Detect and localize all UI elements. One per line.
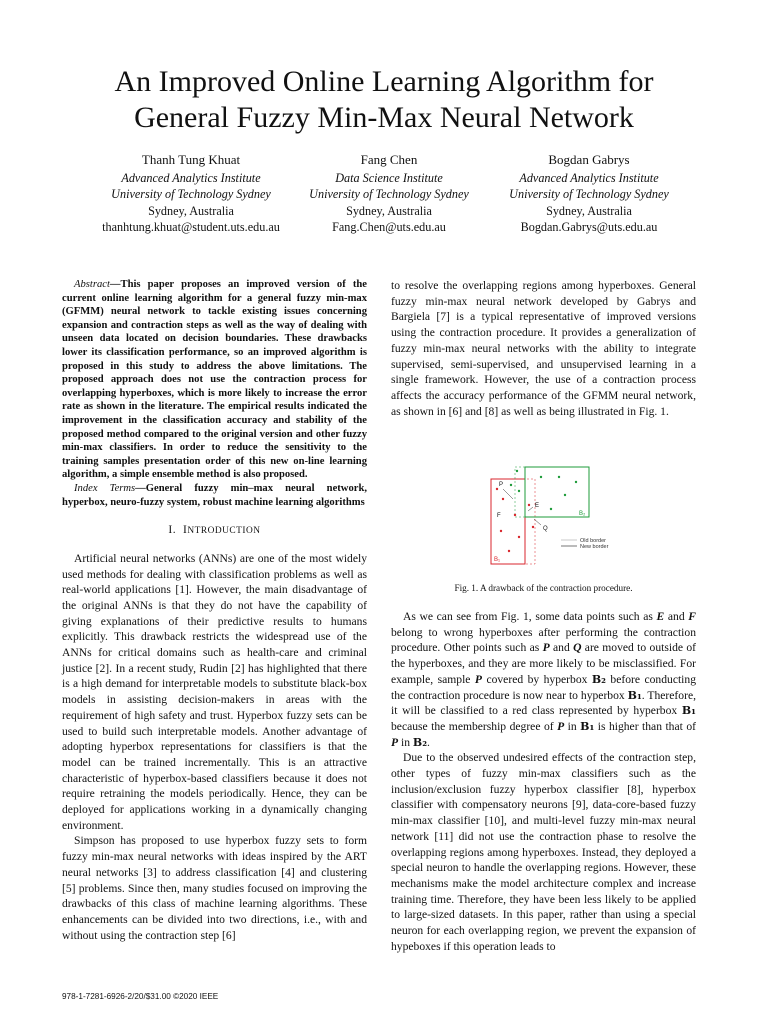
author-name: Fang Chen xyxy=(360,152,418,167)
hyperbox-b1-old xyxy=(491,479,535,564)
paragraph: Artificial neural networks (ANNs) are one of the most widely used methods for dealing with classification problems as well as real-world applications [1]. However, the main disadvantage of the original ANNs is that they do not have the capability of giving explanations of their predictive results to humans explicitly. This drawback restricts the widespread use of the ANNs for critical domains such as health-care and criminal justice [2]. In a recent study, Rudin [2] has highlighted that there is a high demand for interpretable models to substitute black-box models in assisting decision-makers in areas with the requirement of high safety and trust. Hyperbox fuzzy sets can be used to build such interpretable models. Another advantage of adopting hyperbox representations for classifiers is that the model can be trained incrementally. This is an attractive characteristic of hyperbox-based classifiers because it does not require retraining the models periodically. Hence, they can be deployed for applications working in a dynamically changing environment. xyxy=(62,551,367,832)
author-name: Bogdan Gabrys xyxy=(548,152,630,167)
section-title-rest: NTRODUCTION xyxy=(187,526,261,537)
text-run: . Therefore, it will be classified to a red class represented by hyperbox xyxy=(391,688,696,718)
data-point xyxy=(516,470,518,472)
math-p: P xyxy=(474,672,482,686)
paragraph: Due to the observed undesired effects of the contraction step, other types of fuzzy min-max classifiers such as the inclusion/exclusion fuzzy hyperbox classifier [8], hyperbox classifier with compensatory neurons [9], data-core-based fuzzy min-max classifier [10], and multi-level fuzzy min-max neural network [11] did not use the contraction phase to resolve the overlapping regions among hyperboxes. Instead, they deployed a special neuron to handle the overlapping regions. However, these mechanisms make the model architecture complex and increase training time. Therefore, they have been less likely to be applied to large-sized datasets. In this paper, rather than using a special neuron for each overlapping region, we prevent the expansion of hypeboxes if this operation leads to xyxy=(391,751,696,953)
legend-old-label: Old border xyxy=(580,538,606,545)
author-dept: Advanced Analytics Institute xyxy=(121,170,261,185)
math-p: P xyxy=(542,641,550,655)
text-run: before conducting the contraction procedure is now near to hyperbox xyxy=(391,672,696,702)
math-e: E xyxy=(656,610,665,624)
index-terms-text: —General fuzzy min–max neural network, hyperbox, neuro-fuzzy system, robust machine learning algorithms xyxy=(62,482,367,508)
legend-new-label: New border xyxy=(580,544,609,551)
math-q: Q xyxy=(573,641,582,655)
abstract-text: —This paper proposes an improved version of the current online learning algorithm for a general fuzzy min-max (GFMM) neural network to tackle existing issues concerning expansion and contraction steps as well as the way of dealing with unseen data located on decision boundaries. These drawbacks lower its classification performance, so an improved algorithm is proposed in this study to address the above limitations. The proposed approach does not use the contraction process for overlapping hyperboxes, which is more likely to increase the error rate as shown in the literature. The empirical results indicated the improvement in the classification accuracy and stability of the proposed method compared to the original version and other fuzzy min-max classifiers. In order to reduce the sensitivity to the training samples presentation order of this new on-line learning algorithm, a simple ensemble method is also proposed. xyxy=(62,279,367,481)
paragraph: to resolve the overlapping regions among hyperboxes. General fuzzy min-max neural network developed by Gabrys and Bargiela [7] is a typical representative of improved versions using the contraction procedure. It provides a generalization of fuzzy min-max neural networks with the ability to integrate supervised, semi-supervised, and unsupervised learning in a single framework. However, the use of a contraction process affects the accuracy performance of the GFMM neural network, as shown in [6] and [8] as well as being illustrated in Fig. 1. xyxy=(391,279,696,418)
text-run: and xyxy=(664,610,689,624)
figure-caption: Fig. 1. A drawback of the contraction procedure. xyxy=(454,583,633,594)
author-email[interactable]: Fang.Chen@uts.edu.au xyxy=(332,220,446,234)
title-line-1: An Improved Online Learning Algorithm for xyxy=(114,65,654,98)
paragraph xyxy=(391,609,696,750)
author-location: Sydney, Australia xyxy=(148,203,234,218)
right-column xyxy=(391,278,696,955)
author-location: Sydney, Australia xyxy=(346,203,432,218)
contraction-diagram xyxy=(391,419,696,579)
data-point xyxy=(496,488,498,490)
data-point xyxy=(518,536,520,538)
text-run: because the membership degree of xyxy=(391,719,558,733)
abstract-label: Abstract xyxy=(74,279,110,290)
paragraph: Simpson has proposed to use hyperbox fuzzy sets to form fuzzy min-max neural networks with ideas inspired by the ART neural networks [3] to address classification [4] and clustering [5] problems. Since then, many studies focused on improving the drawbacks of this class of machine learning algorithms. These enhancements can be divided into two directions, i.e., with and without using the contraction step [6] xyxy=(62,834,367,942)
data-point xyxy=(518,490,520,492)
text-run: belong to wrong hyperboxes after performing the contraction procedure. Other points such as xyxy=(391,625,696,655)
author-dept: Data Science Institute xyxy=(335,170,443,185)
data-point xyxy=(558,476,560,478)
data-point xyxy=(575,481,577,483)
author-univ: University of Technology Sydney xyxy=(309,187,469,201)
data-point xyxy=(540,476,542,478)
section-title-initial: I xyxy=(182,523,188,537)
point-label-f: F xyxy=(497,513,501,520)
point-label-e: E xyxy=(535,503,540,510)
data-point xyxy=(550,508,552,510)
author-block-3 xyxy=(474,152,704,236)
text-run: in xyxy=(564,719,581,733)
text-run: in xyxy=(398,735,413,749)
author-block-1 xyxy=(76,152,306,236)
paper-title xyxy=(0,64,768,136)
figure-1 xyxy=(391,419,696,579)
math-b1: B₁ xyxy=(681,704,696,718)
author-dept: Advanced Analytics Institute xyxy=(519,170,659,185)
data-point xyxy=(528,504,530,506)
section-heading xyxy=(62,522,367,540)
math-b1: B₁ xyxy=(627,688,642,702)
point-label-q: Q xyxy=(543,526,548,533)
author-email[interactable]: Bogdan.Gabrys@uts.edu.au xyxy=(520,220,658,234)
text-run: . xyxy=(427,735,430,749)
author-email[interactable]: thanhtung.khuat@student.uts.edu.au xyxy=(102,220,280,234)
author-univ: University of Technology Sydney xyxy=(509,187,669,201)
label-leader xyxy=(503,489,513,499)
abstract xyxy=(62,278,367,482)
data-point xyxy=(502,498,504,500)
author-univ: University of Technology Sydney xyxy=(111,187,271,201)
math-b1: B₁ xyxy=(580,719,595,733)
author-block-2 xyxy=(274,152,504,236)
text-run: covered by hyperbox xyxy=(482,672,592,686)
text-run: is higher than that of xyxy=(594,719,696,733)
data-point xyxy=(510,484,512,486)
text-run: are moved to outside of the hyperboxes, and they are more likely to be misclassified. For example, sample xyxy=(391,641,697,686)
author-location: Sydney, Australia xyxy=(546,203,632,218)
math-p: P xyxy=(557,719,565,733)
left-column xyxy=(62,278,367,943)
title-line-2: General Fuzzy Min-Max Neural Network xyxy=(134,101,634,134)
index-terms xyxy=(62,482,367,509)
author-name: Thanh Tung Khuat xyxy=(141,152,241,167)
data-point xyxy=(514,514,516,516)
copyright-footer: 978-1-7281-6926-2/20/$31.00 ©2020 IEEE xyxy=(62,992,219,1001)
data-point xyxy=(564,494,566,496)
section-number: I. xyxy=(168,523,177,537)
data-point xyxy=(508,550,510,552)
math-b2: B₂ xyxy=(412,735,428,749)
label-leader xyxy=(528,507,533,511)
data-point xyxy=(532,526,534,528)
index-terms-label: Index Terms xyxy=(74,482,136,494)
text-run: and xyxy=(549,641,574,655)
math-b2: B₂ xyxy=(591,672,606,686)
math-p: P xyxy=(391,735,399,749)
box-label-b1: B₁ xyxy=(494,557,501,564)
data-point xyxy=(500,530,502,532)
point-label-p: P xyxy=(499,482,504,489)
math-f: F xyxy=(688,610,696,624)
hyperbox-b2-new xyxy=(525,467,589,517)
text-run: As we can see from Fig. 1, some data points such as xyxy=(403,610,657,624)
box-label-b2: B₂ xyxy=(579,511,586,518)
